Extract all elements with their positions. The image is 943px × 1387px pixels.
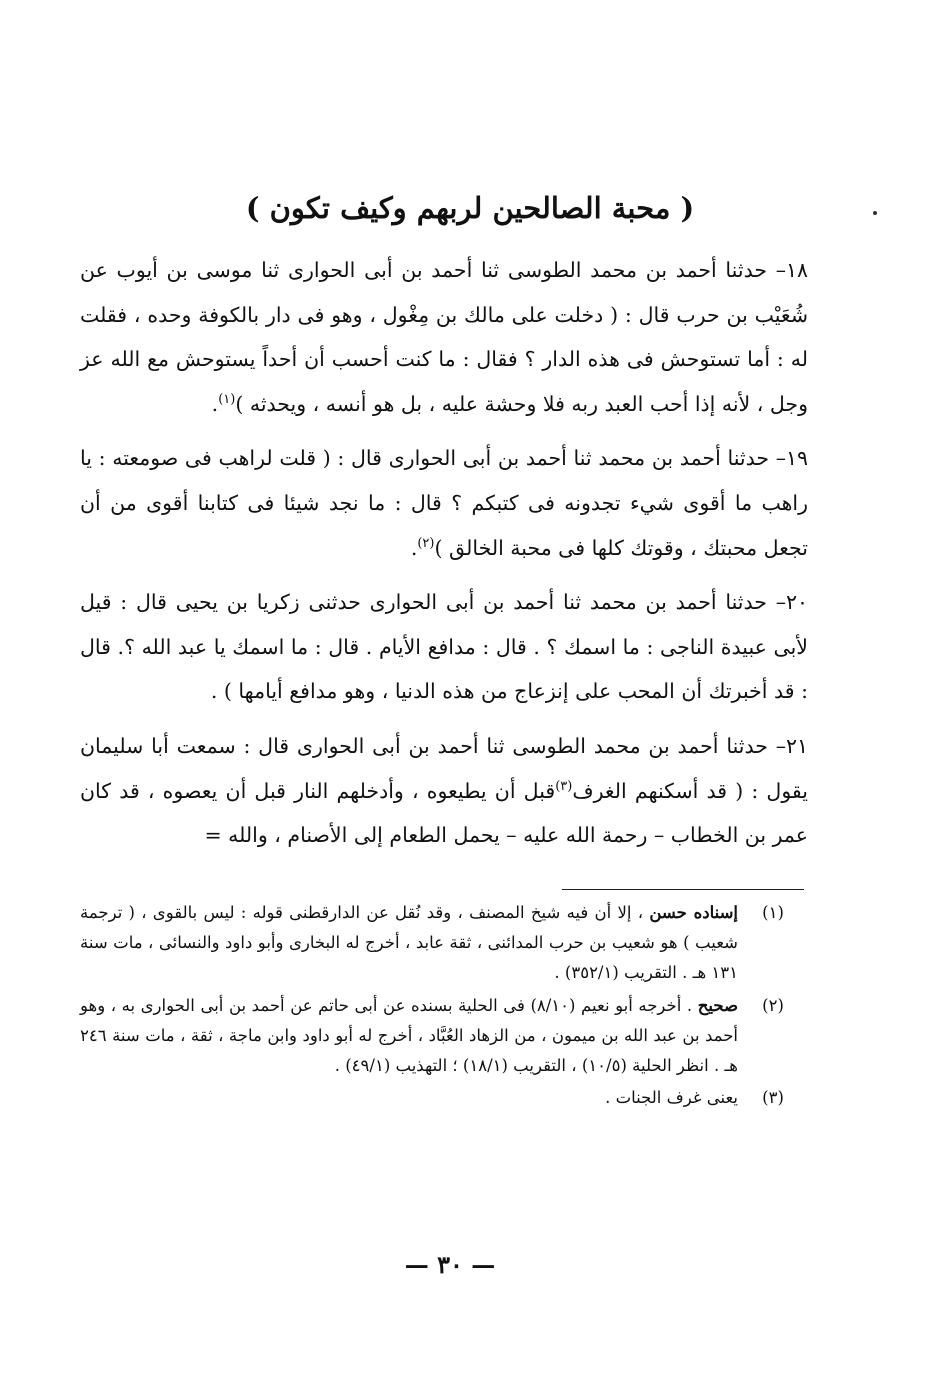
hadith-paragraph-21: [80, 724, 808, 858]
footnote-body: . أخرجه أبو نعيم (٨/١٠) فى الحلية بسنده عن أبى حاتم عن أحمد بن أبى الحوارى به ، وهو أحمد بن عبد الله بن ميمون ، من الزهاد العُبَّاد ، أخرج له أبو داود وابن ماجة ، ثقة ، مات سنة ٢٤٦ هـ . انظر الحلية (١٠/٥) ، التقريب (١٨/١) ؛ التهذيب (٤٩/١) .: [80, 995, 738, 1076]
footnote-text: [80, 991, 738, 1082]
paragraph-text-end: .: [211, 391, 219, 416]
footnote-1: [80, 898, 808, 989]
paragraph-text: ١٨– حدثنا أحمد بن محمد الطوسى ثنا أحمد بن أبى الحوارى ثنا موسى بن أيوب عن شُعَيْب بن حرب قال : ( دخلت على مالك بن مِغْول ، وهو فى دار بالكوفة وحده ، فقلت له : أما تستوحش فى هذه الدار ؟ فقال : ما كنت أحسب أن أحداً يستوحش مع الله عز وجل ، لأنه إذا أحب العبد ربه فلا وحشة عليه ، بل هو أنسه ، ويحدثه ): [80, 258, 808, 416]
hadith-paragraph-20: [80, 580, 808, 714]
footnote-number: (١): [762, 903, 784, 922]
footnote-text: [80, 898, 738, 989]
footnote-text: [80, 1083, 738, 1113]
footnote-divider: [562, 889, 804, 890]
footnote-ref: (٢): [417, 535, 435, 551]
paragraph-text-end: .: [410, 535, 418, 560]
footnote-3: [80, 1083, 808, 1113]
paragraph-text: ٢١– حدثنا أحمد بن محمد الطوسى ثنا أحمد بن أبى الحوارى قال : سمعت أبا سليمان يقول : ( قد أسكنهم الغرف: [80, 733, 808, 803]
grading-label: صحيح: [697, 995, 738, 1015]
scan-speck: [873, 211, 877, 215]
section-heading: ( محبة الصالحين لربهم وكيف تكون ): [245, 191, 695, 225]
footnote-number: (٢): [762, 995, 784, 1015]
paragraph-text: ١٩– حدثنا أحمد بن محمد ثنا أحمد بن أبى الحوارى قال : ( قلت لراهب فى صومعته : يا راهب ما أقوى شيء تجدونه فى كتبكم ؟ قال : ما نجد شيئا فى كتابنا أقوى من أن تجعل محبتك ، وقوتك كلها فى محبة الخالق ): [80, 446, 808, 560]
footnote-body: يعنى غرف الجنات .: [605, 1088, 738, 1108]
paragraph-text: ٢٠– حدثنا أحمد بن محمد ثنا أحمد بن أبى الحوارى حدثنى زكريا بن يحيى قال : قيل لأبى عبيدة الناجى : ما اسمك ؟ . قال : مدافع الأيام . قال : ما اسمك يا عبد الله ؟. قال : قد أخبرتك أن المحب على إنزعاج من هذه الدنيا ، وهو مدافع أيامها ) .: [80, 590, 808, 704]
paragraph-text-end: قبل أن يطيعوه ، وأدخلهم النار قبل أن يعصوه ، قد كان عمر بن الخطاب – رحمة الله عليه – يحمل الطعام إلى الأصنام ، والله =: [80, 778, 808, 848]
grading-label: إسناده حسن: [649, 903, 738, 922]
footnote-ref: (١): [218, 391, 236, 407]
footnote-ref: (٣): [555, 778, 573, 794]
hadith-paragraph-19: [80, 436, 808, 570]
footnote-number: (٣): [762, 1088, 784, 1108]
footnotes: [80, 898, 808, 1115]
footnote-2: [80, 991, 808, 1082]
page-number: — ٣٠ —: [404, 1250, 496, 1279]
footnote-body: ، إلا أن فيه شيخ المصنف ، وقد نُقل عن الدارقطنى قوله : ليس بالقوى ، ( ترجمة شعيب ) هو شعيب بن حرب المدائنى ، ثقة عابد ، أخرج له البخارى وأبو داود والنسائى ، مات سنة ١٣١ هـ . التقريب (٣٥٢/١) .: [80, 903, 738, 983]
main-text: [80, 248, 808, 858]
hadith-paragraph-18: [80, 248, 808, 426]
